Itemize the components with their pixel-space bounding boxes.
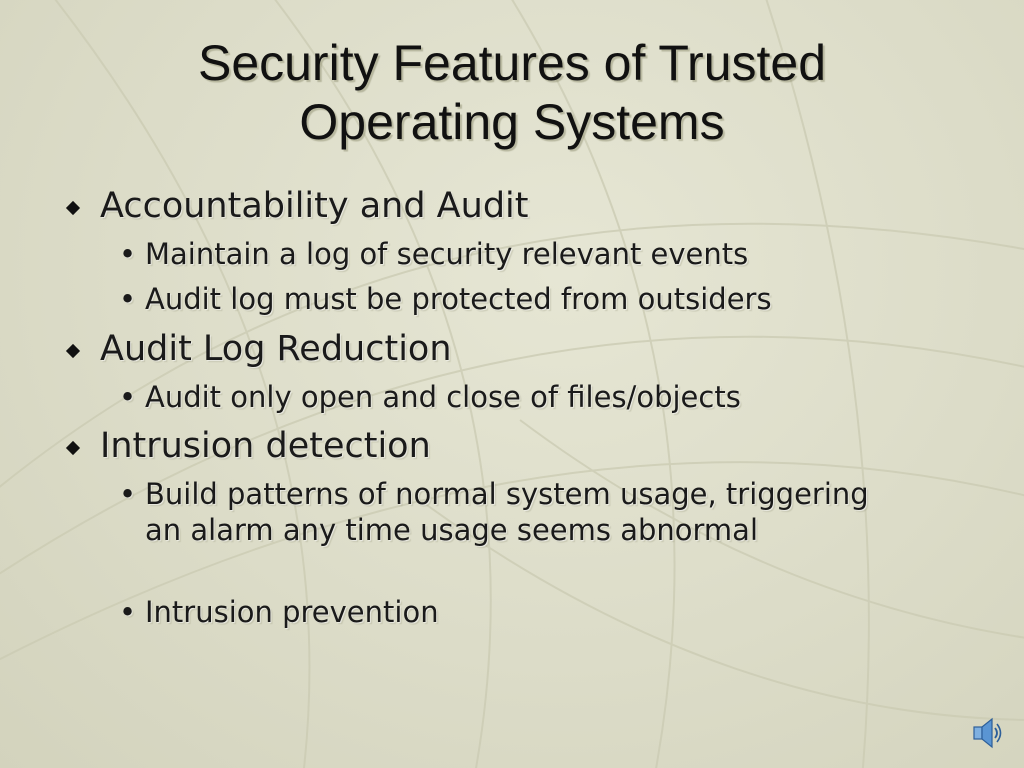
- bullet-accountability: [100, 186, 528, 226]
- title-line-2: Operating Systems: [299, 94, 725, 150]
- bullet-text: Intrusion detection: [100, 426, 431, 466]
- subbullet-text: Intrusion prevention: [145, 595, 439, 629]
- subbullet-intrusion-prevention: [119, 594, 945, 630]
- bullet-audit-log-reduction: [100, 329, 452, 369]
- dot-bullet-icon: •: [119, 380, 137, 414]
- bullet-text: Audit Log Reduction: [100, 329, 452, 369]
- bullet-text: Accountability and Audit: [100, 186, 529, 226]
- subbullet-build-patterns: [119, 476, 905, 548]
- dot-bullet-icon: •: [119, 595, 137, 629]
- subbullet-maintain-log: [119, 236, 945, 272]
- speaker-icon[interactable]: [972, 716, 1002, 750]
- subbullet-text: Maintain a log of security relevant events: [145, 237, 749, 271]
- title-line-1: Security Features of Trusted: [197, 35, 827, 91]
- slide-title: [60, 34, 964, 152]
- dot-bullet-icon: •: [119, 282, 137, 316]
- subbullet-audit-open-close: [119, 379, 945, 415]
- subbullet-audit-protected: [119, 281, 945, 317]
- dot-bullet-icon: •: [119, 237, 137, 271]
- subbullet-text: Build patterns of normal system usage, triggering an alarm any time usage seems abnormal: [145, 477, 869, 547]
- subbullet-text: Audit only open and close of files/objects: [145, 380, 741, 414]
- dot-bullet-icon: •: [119, 477, 137, 511]
- subbullet-text: Audit log must be protected from outsiders: [145, 282, 772, 316]
- bullet-intrusion-detection: [100, 426, 431, 466]
